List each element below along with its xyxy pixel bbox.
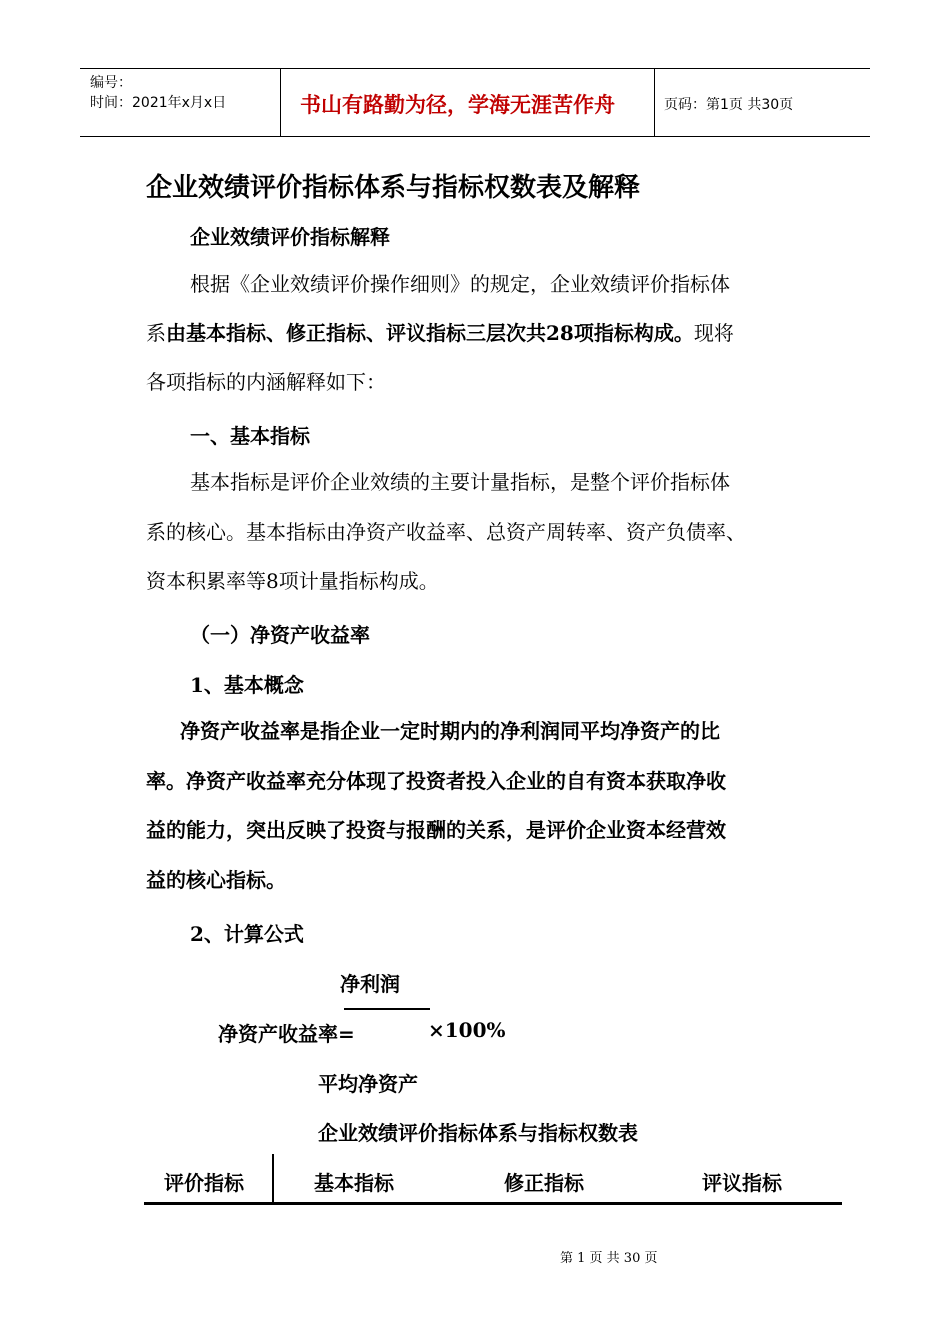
formula-denominator: 平均净资产 [318,1072,418,1096]
formula-fraction-bar [344,1008,430,1010]
document-subtitle: 企业效绩评价指标解释 [190,225,390,249]
header-divider-left [280,68,281,136]
table-caption: 企业效绩评价指标体系与指标权数表 [318,1121,638,1145]
concept-line-2: 率。净资产收益率充分体现了投资者投入企业的自有资本获取净收 [146,769,726,793]
formula-numerator: 净利润 [340,972,400,996]
table-header-adjust-index: 修正指标 [504,1171,584,1195]
table-header-review-index: 评议指标 [702,1171,782,1195]
formula-multiplier: ×100% [428,1018,506,1042]
header-page-label: 页码：第1页 共30页 [664,97,794,113]
page-footer: 第 1 页 共 30 页 [560,1251,658,1266]
header-bottom-border [80,136,870,137]
document-title: 企业效绩评价指标体系与指标权数表及解释 [146,173,641,203]
intro-line-2-end: 现将 [693,321,734,345]
concept-line-1: 净资产收益率是指企业一定时期内的净利润同平均净资产的比 [180,719,720,743]
header-motto: 书山有路勤为径，学海无涯苦作舟 [300,93,615,117]
subsection-heading: （一）净资产收益率 [190,623,370,647]
formula-heading: 2、计算公式 [190,922,304,946]
section-heading-basic: 一、基本指标 [190,424,310,448]
intro-line-2 [146,309,734,357]
concept-line-3: 益的能力，突出反映了投资与报酬的关系，是评价企业资本经营效 [146,818,726,842]
header-number-label: 编号： [90,75,132,91]
table-header-evaluation-index: 评价指标 [164,1171,244,1195]
formula-lhs: 净资产收益率= [218,1022,355,1046]
section1-line-3: 资本积累率等8项计量指标构成。 [146,569,439,593]
header-divider-right [654,68,655,136]
concept-heading: 1、基本概念 [190,673,304,697]
table-header-divider [272,1154,274,1204]
table-header-bottom-border [144,1202,842,1205]
concept-line-4: 益的核心指标。 [146,868,286,892]
header-top-border [80,68,870,69]
intro-line-2-start: 系 [146,321,166,345]
table-header-basic-index: 基本指标 [314,1171,394,1195]
section1-line-1: 基本指标是评价企业效绩的主要计量指标，是整个评价指标体 [190,470,730,494]
intro-line-2-bold: 由基本指标、修正指标、评议指标三层次共28项指标构成。 [166,321,694,345]
intro-line-3: 各项指标的内涵解释如下： [146,370,386,394]
intro-line-1: 根据《企业效绩评价操作细则》的规定，企业效绩评价指标体 [190,272,730,296]
header-time-label: 时间：2021年x月x日 [90,95,227,111]
section1-line-2: 系的核心。基本指标由净资产收益率、总资产周转率、资产负债率、 [146,520,746,544]
